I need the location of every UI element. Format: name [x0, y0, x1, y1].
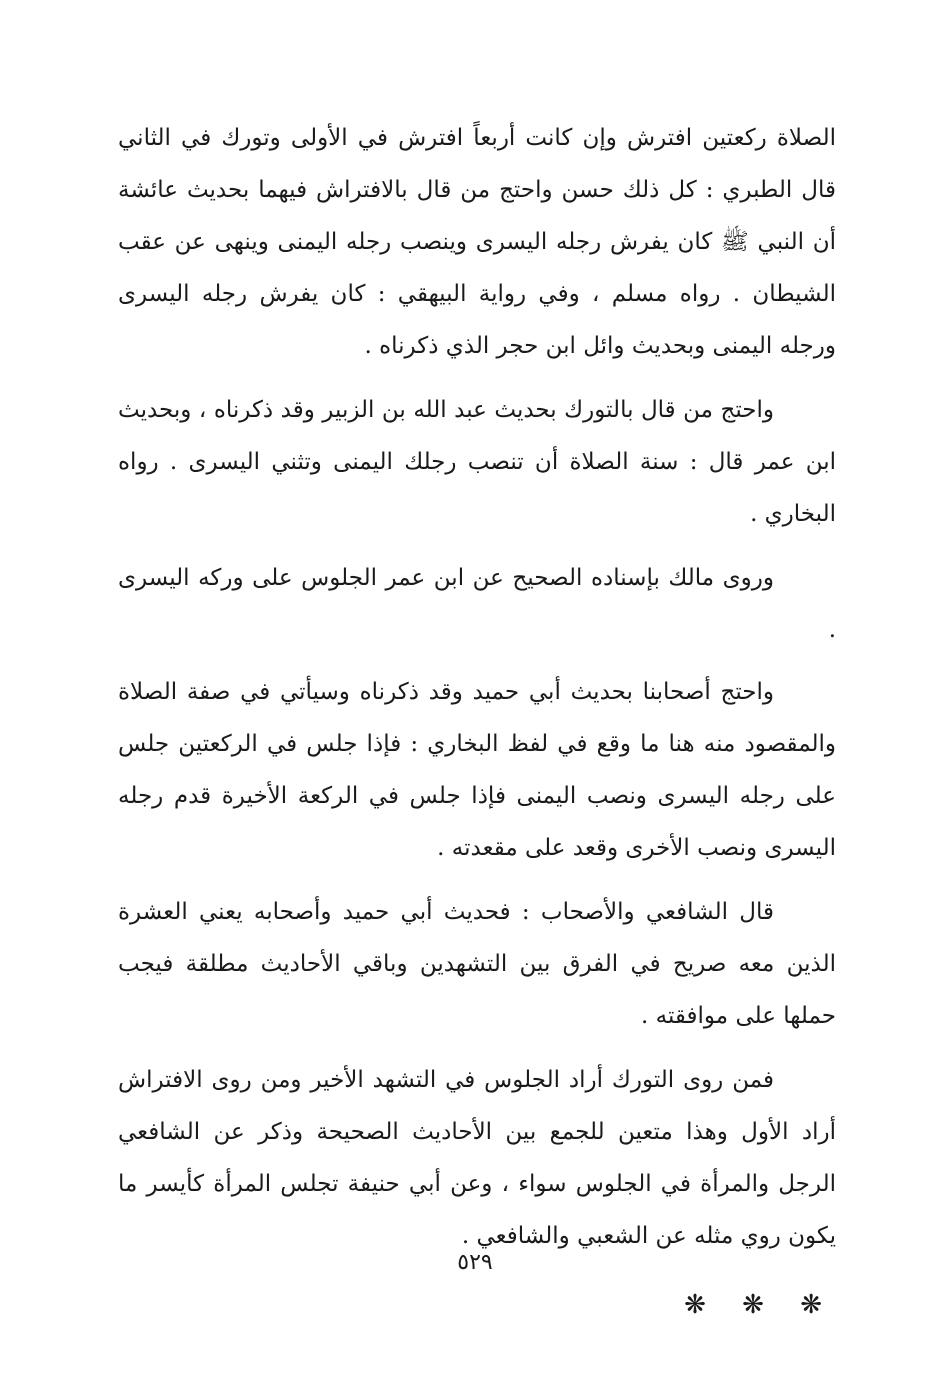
paragraph-3: وروى مالك بإسناده الصحيح عن ابن عمر الجلوس على وركه اليسرى . — [118, 565, 836, 643]
page-number: ٥٢٩ — [457, 1250, 493, 1275]
page-body — [118, 112, 836, 1320]
paragraph-2: واحتج من قال بالتورك بحديث عبد الله بن الزبير وقد ذكرناه ، وبحديث ابن عمر قال : سنة الصلاة أن تنصب رجلك اليمنى وتثني اليسرى . رواه البخاري . — [118, 397, 836, 527]
section-separator: ❋ ❋ ❋ — [684, 1290, 836, 1320]
paragraph-6: فمن روى التورك أراد الجلوس في التشهد الأخير ومن روى الافتراش أراد الأول وهذا متعين للجمع بين الأحاديث الصحيحة وذكر عن الشافعي الرجل والمرأة في الجلوس سواء ، وعن أبي حنيفة تجلس المرأة كأيسر ما يكون روي مثله عن الشعبي والشافعي . — [118, 1067, 836, 1249]
paragraph-1: الصلاة ركعتين افترش وإن كانت أربعاً افترش في الأولى وتورك في الثاني قال الطبري : كل ذلك حسن واحتج من قال بالافتراش فيهما بحديث عائشة أن النبي ﷺ كان يفرش رجله اليسرى وينصب رجله اليمنى وينهى عن عقب الشيطان . رواه مسلم ، وفي رواية البيهقي : كان يفرش رجله اليسرى ورجله اليمنى وبحديث وائل ابن حجر الذي ذكرناه . — [118, 125, 836, 359]
paragraph-5: قال الشافعي والأصحاب : فحديث أبي حميد وأصحابه يعني العشرة الذين معه صريح في الفرق بين التشهدين وباقي الأحاديث مطلقة فيجب حملها على موافقته . — [118, 899, 836, 1029]
paragraph-4: واحتج أصحابنا بحديث أبي حميد وقد ذكرناه وسيأتي في صفة الصلاة والمقصود منه هنا ما وقع في لفظ البخاري : فإذا جلس في الركعتين جلس على رجله اليسرى ونصب اليمنى فإذا جلس في الركعة الأخيرة قدم رجله اليسرى ونصب الأخرى وقعد على مقعدته . — [118, 679, 836, 861]
